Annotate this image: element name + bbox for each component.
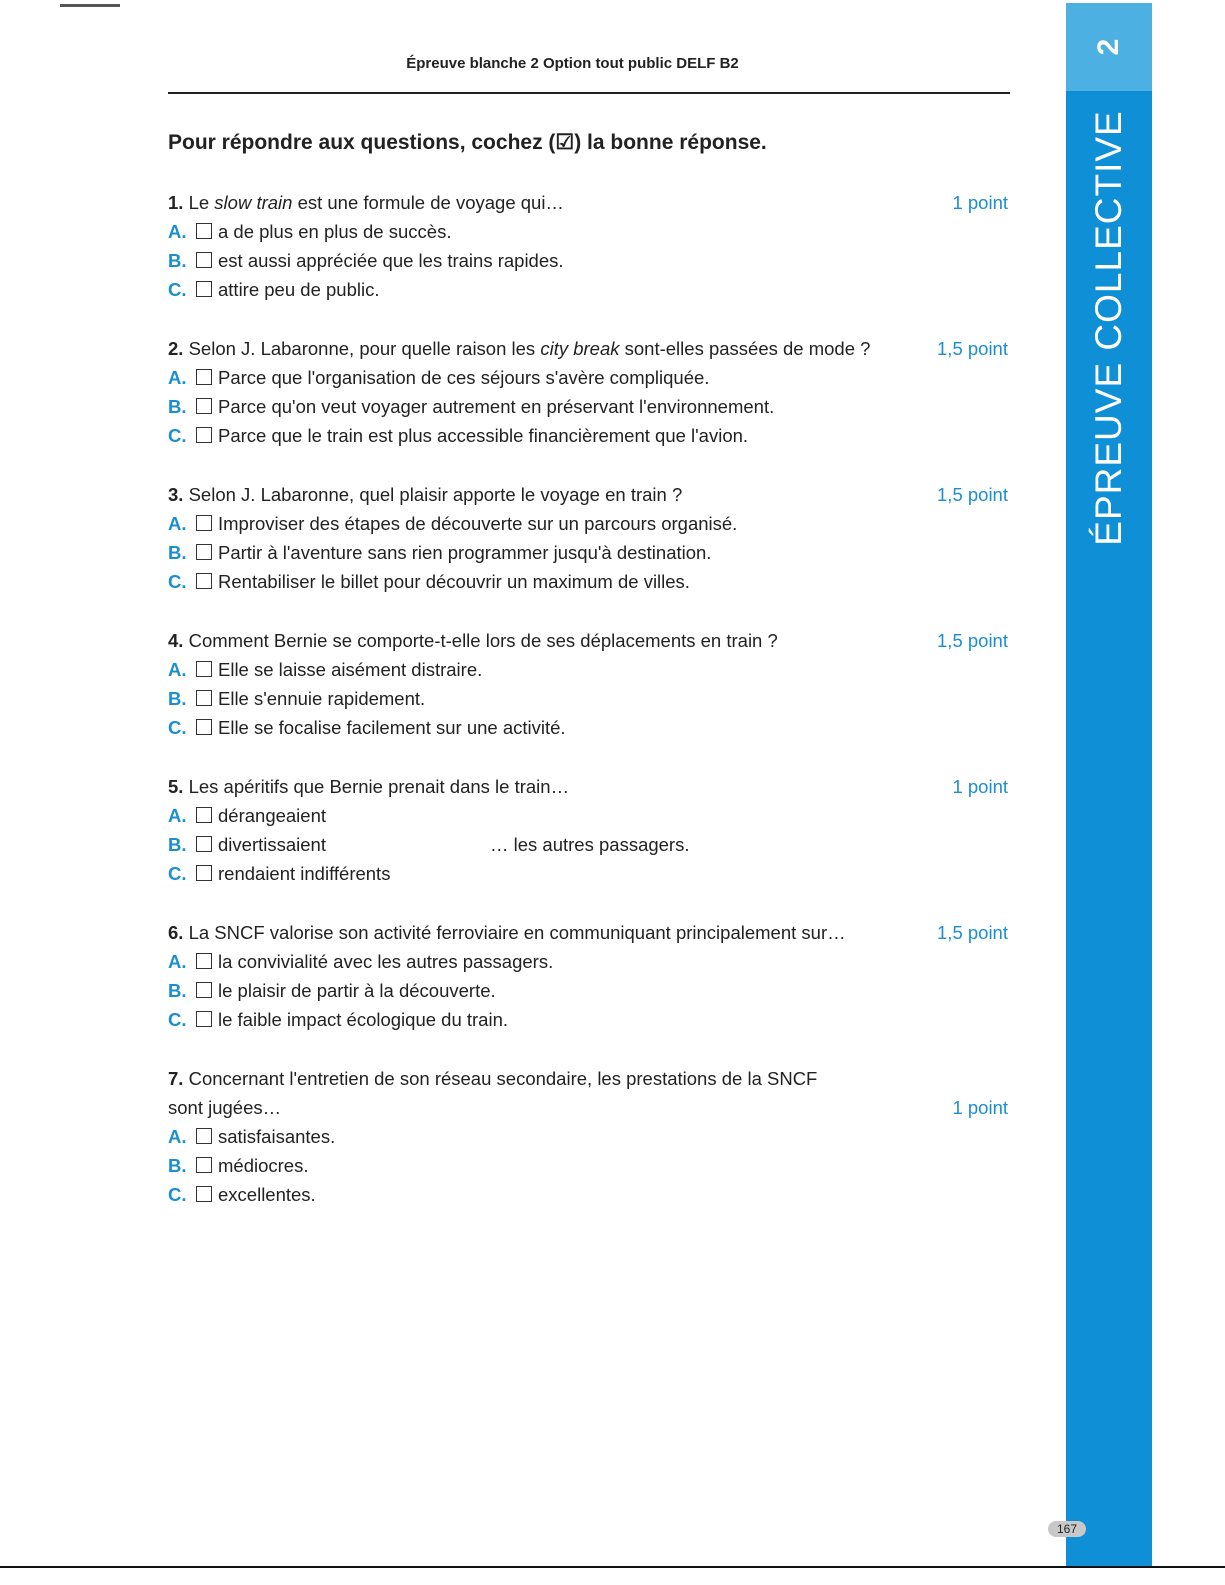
checkbox[interactable] [196,427,212,443]
question-1 [168,188,1008,304]
checkbox[interactable] [196,252,212,268]
option-letter: C. [168,717,187,738]
option-letter: B. [168,834,187,855]
checkbox[interactable] [196,369,212,385]
checkbox[interactable] [196,719,212,735]
question-emphasis: slow train [214,192,293,213]
option-text: rendaient indifférents [218,863,391,884]
question-stem: Selon J. Labaronne, quel plaisir apporte le voyage en train ? [188,484,683,505]
question-stem: Comment Bernie se comporte-t-elle lors de ses déplacements en train ? [188,630,778,651]
option-suffix: … les autres passagers. [490,834,690,855]
question-5 [168,772,1008,888]
scan-edge [60,4,120,7]
question-stem: La SNCF valorise son activité ferroviaire en communiquant principalement sur… [188,922,846,943]
option-letter: B. [168,980,187,1001]
option-letter: B. [168,1155,187,1176]
option-letter: C. [168,1184,187,1205]
answer-option[interactable] [168,1005,1008,1034]
question-text [168,1064,1008,1093]
option-text: Parce que le train est plus accessible financièrement que l'avion. [218,425,749,446]
checkbox[interactable] [196,281,212,297]
answer-option[interactable] [168,217,1008,246]
checkbox[interactable] [196,1128,212,1144]
option-text: excellentes. [218,1184,316,1205]
checkbox[interactable] [196,1157,212,1173]
checkbox[interactable] [196,661,212,677]
question-2 [168,334,1008,450]
answer-option[interactable] [168,713,1008,742]
question-number: 4. [168,630,184,651]
option-letter: B. [168,688,187,709]
answer-option[interactable] [168,363,1008,392]
answer-option[interactable] [168,509,1008,538]
option-letter: A. [168,805,187,826]
question-number: 1. [168,192,184,213]
question-number: 5. [168,776,184,797]
option-text: attire peu de public. [218,279,380,300]
checkbox[interactable] [196,953,212,969]
points: 1 point [952,1097,1008,1118]
option-text: Parce qu'on veut voyager autrement en préservant l'environnement. [218,396,775,417]
points: 1,5 point [937,922,1008,943]
question-text [168,480,1008,509]
question-6 [168,918,1008,1034]
checkbox[interactable] [196,1186,212,1202]
checkbox[interactable] [196,223,212,239]
option-letter: C. [168,1009,187,1030]
answer-option[interactable] [168,1122,1008,1151]
option-letter: A. [168,513,187,534]
option-letter: A. [168,221,187,242]
option-text: Parce que l'organisation de ces séjours s'avère compliquée. [218,367,710,388]
question-3 [168,480,1008,596]
question-number: 6. [168,922,184,943]
side-band [1066,3,1152,1567]
answer-option[interactable] [168,947,1008,976]
question-stem: Selon J. Labaronne, pour quelle raison les [188,338,541,359]
question-stem: Les apéritifs que Bernie prenait dans le train… [188,776,570,797]
answer-option[interactable] [168,392,1008,421]
option-text: Rentabiliser le billet pour découvrir un maximum de villes. [218,571,690,592]
option-letter: C. [168,279,187,300]
question-stem-end: est une formule de voyage qui… [292,192,564,213]
answer-option[interactable] [168,859,1008,888]
option-letter: A. [168,367,187,388]
band-number: 2 [1092,38,1125,56]
option-letter: A. [168,659,187,680]
answer-option[interactable] [168,1180,1008,1209]
checkbox[interactable] [196,865,212,881]
option-text: Elle s'ennuie rapidement. [218,688,426,709]
answer-option[interactable] [168,538,1008,567]
question-text [168,334,1008,363]
option-text: Partir à l'aventure sans rien programmer jusqu'à destination. [218,542,712,563]
checkbox[interactable] [196,1011,212,1027]
option-text: a de plus en plus de succès. [218,221,452,242]
option-letter: C. [168,425,187,446]
question-number: 2. [168,338,184,359]
answer-option[interactable] [168,976,1008,1005]
option-text: Improviser des étapes de découverte sur un parcours organisé. [218,513,738,534]
points: 1 point [952,776,1008,797]
option-letter: B. [168,250,187,271]
points: 1,5 point [937,484,1008,505]
checkbox[interactable] [196,544,212,560]
option-letter: A. [168,1126,187,1147]
question-stem: Concernant l'entretien de son réseau secondaire, les prestations de la SNCF [188,1068,818,1089]
option-letter: B. [168,542,187,563]
answer-option[interactable] [168,830,1008,859]
question-text [168,626,1008,655]
answer-option[interactable] [168,801,1008,830]
question-number: 3. [168,484,184,505]
option-letter: B. [168,396,187,417]
option-text: dérangeaient [218,805,327,826]
answer-option[interactable] [168,684,1008,713]
checkbox[interactable] [196,573,212,589]
option-text: la convivialité avec les autres passagers. [218,951,554,972]
question-stem: Le [188,192,215,213]
page-number: 167 [1048,1521,1086,1537]
checkbox[interactable] [196,398,212,414]
option-letter: C. [168,571,187,592]
option-text: le faible impact écologique du train. [218,1009,509,1030]
option-text: le plaisir de partir à la découverte. [218,980,496,1001]
option-text: Elle se focalise facilement sur une activité. [218,717,566,738]
question-text [168,188,1008,217]
question-emphasis: city break [540,338,620,359]
option-text: Elle se laisse aisément distraire. [218,659,483,680]
answer-option[interactable] [168,421,1008,450]
header-rule [168,92,1010,94]
answer-option[interactable] [168,1151,1008,1180]
question-7 [168,1064,1008,1209]
question-text [168,918,1008,947]
answer-option[interactable] [168,655,1008,684]
checkbox[interactable] [196,690,212,706]
answer-option[interactable] [168,246,1008,275]
band-title: ÉPREUVE COLLECTIVE [1088,110,1129,546]
option-text: médiocres. [218,1155,309,1176]
question-stem-cont: sont jugées… [168,1097,282,1118]
page-header: Épreuve blanche 2 Option tout public DELF B2 [406,55,739,72]
option-text: divertissaient [218,834,326,855]
question-4 [168,626,1008,742]
option-text: satisfaisantes. [218,1126,336,1147]
option-letter: A. [168,951,187,972]
question-text [168,772,1008,801]
question-number: 7. [168,1068,184,1089]
checkbox[interactable] [196,982,212,998]
answer-option[interactable] [168,275,1008,304]
checkbox[interactable] [196,836,212,852]
instruction: Pour répondre aux questions, cochez (☑) la bonne réponse. [168,131,767,154]
question-text-line2 [168,1093,1008,1122]
question-stem-end: sont-elles passées de mode ? [619,338,871,359]
checkbox[interactable] [196,515,212,531]
option-text: est aussi appréciée que les trains rapides. [218,250,564,271]
checkbox[interactable] [196,807,212,823]
option-letter: C. [168,863,187,884]
bottom-edge [0,1566,1225,1568]
points: 1 point [952,192,1008,213]
points: 1,5 point [937,338,1008,359]
points: 1,5 point [937,630,1008,651]
answer-option[interactable] [168,567,1008,596]
